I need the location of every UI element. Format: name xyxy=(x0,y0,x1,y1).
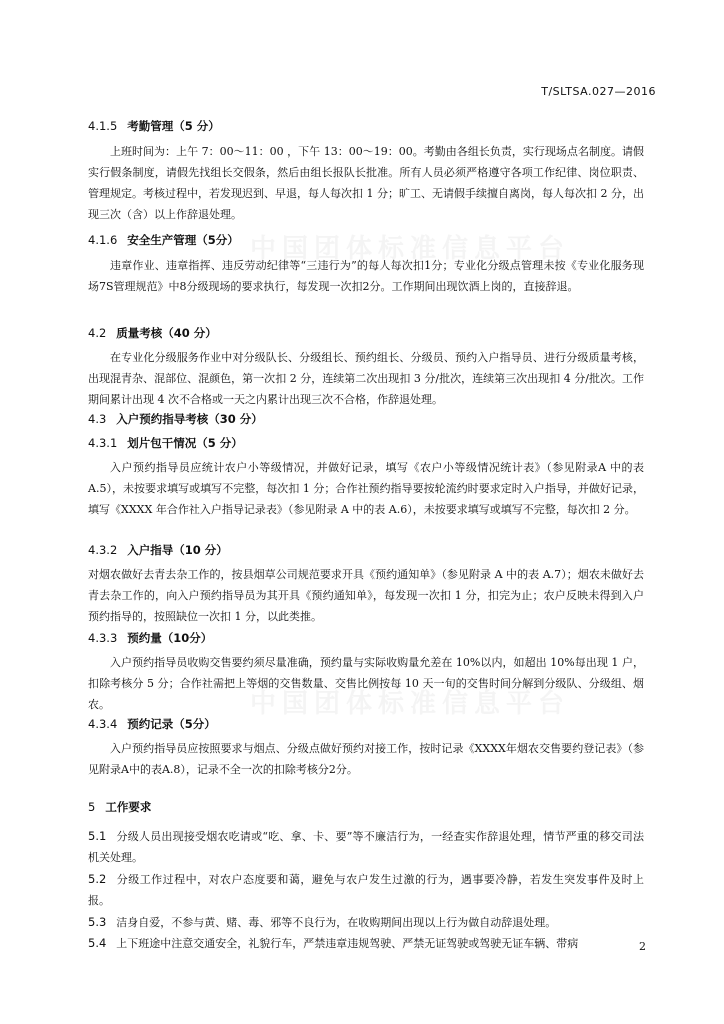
section-number: 4.3.2 xyxy=(88,543,118,557)
section-5 xyxy=(88,799,644,815)
section-heading xyxy=(88,799,644,815)
section-heading xyxy=(88,411,644,427)
requirement-text xyxy=(88,826,644,868)
section-4-3-1 xyxy=(88,435,644,451)
section-4-3-4 xyxy=(88,716,644,732)
section-number: 4.3.1 xyxy=(88,436,118,450)
section-heading xyxy=(88,716,644,732)
section-4-2 xyxy=(88,325,644,341)
page-number: 2 xyxy=(639,940,646,953)
section-title: 工作要求 xyxy=(105,800,152,814)
paragraph: 入户预约指导员应按照要求与烟点、分级点做好预约对接工作，按时记录《XXXX年烟农交售要约登记表》（参见附录A中的表A.8），记录不全一次的扣除考核分2分。 xyxy=(88,742,644,776)
item-text: 洁身自爱，不参与黄、赌、毒、邪等不良行为，在收购期间出现以上行为做自动辞退处理。 xyxy=(116,916,557,929)
section-title: 预约记录（5分） xyxy=(127,717,216,731)
section-title: 质量考核（40 分） xyxy=(116,326,217,340)
section-heading xyxy=(88,630,644,646)
section-4-1-5 xyxy=(88,118,644,134)
requirement-item-5-2 xyxy=(88,869,644,911)
section-4-3-1-body xyxy=(88,457,644,520)
section-4-1-6-body xyxy=(88,255,644,297)
section-number: 4.3 xyxy=(88,412,107,426)
item-number: 5.4 xyxy=(88,936,107,950)
item-text: 分级工作过程中，对农户态度要和蔼，避免与农户发生过激的行为，遇事要冷静，若发生突发事件及时上报。 xyxy=(88,873,644,907)
item-text: 分级人员出现接受烟农吃请或“吃、拿、卡、要”等不廉洁行为，一经查实作辞退处理，情节严重的移交司法机关处理。 xyxy=(88,830,644,864)
paragraph: 入户预约指导员应统计农户小等级情况，并做好记录，填写《农户小等级情况统计表》（参见附录A 中的表 A.5），未按要求填写或填写不完整，每次扣 1 分；合作社预约指导要按轮流约时要求定时入户指导，并做好记录，填写《XXXX 年合作社入户指导记录表》（参见附录 A 中的表 A.6），未按要求填写或填写不完整，每次扣 2 分。 xyxy=(88,461,644,516)
section-heading xyxy=(88,232,644,248)
section-4-1-6 xyxy=(88,232,644,248)
section-number: 5 xyxy=(88,800,96,814)
requirement-text xyxy=(88,933,644,954)
section-heading xyxy=(88,325,644,341)
paragraph: 违章作业、违章指挥、违反劳动纪律等“三违行为”的每人每次扣1分；专业化分级点管理未按《专业化服务现场7S管理规范》中8分级现场的要求执行，每发现一次扣2分。工作期间出现饮酒上岗的，直接辞退。 xyxy=(88,259,644,293)
section-4-3-4-body xyxy=(88,738,644,780)
section-number: 4.1.5 xyxy=(88,119,118,133)
section-4-3-2-body xyxy=(88,564,644,627)
section-title: 划片包干情况（5 分） xyxy=(127,436,243,450)
section-number: 4.2 xyxy=(88,326,107,340)
section-title: 入户预约指导考核（30 分） xyxy=(116,412,263,426)
section-heading xyxy=(88,435,644,451)
paragraph: 在专业化分级服务作业中对分级队长、分级组长、预约组长、分级员、预约入户指导员、进行分级质量考核，出现混青杂、混部位、混颜色，第一次扣 2 分，连续第二次出现扣 3 分/批次，连续第三次出现扣 4 分/批次。工作期间累计出现 4 次不合格或一天之内累计出现三次不合格，作辞退处理。 xyxy=(88,351,644,406)
section-number: 4.3.4 xyxy=(88,717,118,731)
section-title: 入户指导（10 分） xyxy=(127,543,228,557)
requirement-item-5-1 xyxy=(88,826,644,868)
item-number: 5.3 xyxy=(88,915,107,929)
section-4-1-5-body xyxy=(88,141,644,225)
section-heading xyxy=(88,542,644,558)
item-text: 上下班途中注意交通安全，礼貌行车，严禁违章违规驾驶、严禁无证驾驶或驾驶无证车辆、带病 xyxy=(116,937,579,950)
watermark: 中国团体标准信息平台 xyxy=(250,689,571,719)
requirement-item-5-3 xyxy=(88,912,644,933)
section-number: 4.1.6 xyxy=(88,233,118,247)
paragraph: 入户预约指导员收购交售要约须尽量准确，预约量与实际收购量允差在 10%以内，如超出 10%每出现 1 户，扣除考核分 5 分；合作社需把上等烟的交售数量、交售比例按每 10 天一旬的交售时间分解到分级队、分级组、烟农。 xyxy=(88,656,644,711)
section-number: 4.3.3 xyxy=(88,631,118,645)
paragraph: 上班时间为：上午 7：00～11：00 ，下午 13：00～19：00。考勤由各组长负责，实行现场点名制度。请假实行假条制度，请假先找组长交假条，然后由组长报队长批准。所有人员必须严格遵守各项工作纪律、岗位职责、管理规定。考核过程中，若发现迟到、早退，每人每次扣 1 分；旷工、无请假手续擅自离岗，每人每次扣 2 分，出现三次（含）以上作辞退处理。 xyxy=(88,145,644,221)
section-4-3-2 xyxy=(88,542,644,558)
section-4-2-body xyxy=(88,347,644,410)
requirement-text xyxy=(88,869,644,911)
requirement-text xyxy=(88,912,644,933)
item-number: 5.2 xyxy=(88,872,107,886)
section-title: 安全生产管理（5分） xyxy=(127,233,239,247)
section-title: 考勤管理（5 分） xyxy=(127,119,220,133)
section-title: 预约量（10分） xyxy=(127,631,213,645)
item-number: 5.1 xyxy=(88,829,107,843)
standard-code: T/SLTSA.027—2016 xyxy=(541,85,656,98)
section-4-3-3-body xyxy=(88,652,644,715)
section-heading xyxy=(88,118,644,134)
section-4-3-3 xyxy=(88,630,644,646)
paragraph: 对烟农做好去青去杂工作的，按县烟草公司规范要求开具《预约通知单》（参见附录 A 中的表 A.7）；烟农未做好去青去杂工作的，向入户预约指导员为其开具《预约通知单》，每发现一次扣 1 分，扣完为止；农户反映未得到入户预约指导的，按照缺位一次扣 1 分，以此类推。 xyxy=(88,568,644,623)
section-4-3 xyxy=(88,411,644,427)
watermark: 中国团体标准信息平台 xyxy=(250,234,571,264)
requirement-item-5-4 xyxy=(88,933,644,954)
